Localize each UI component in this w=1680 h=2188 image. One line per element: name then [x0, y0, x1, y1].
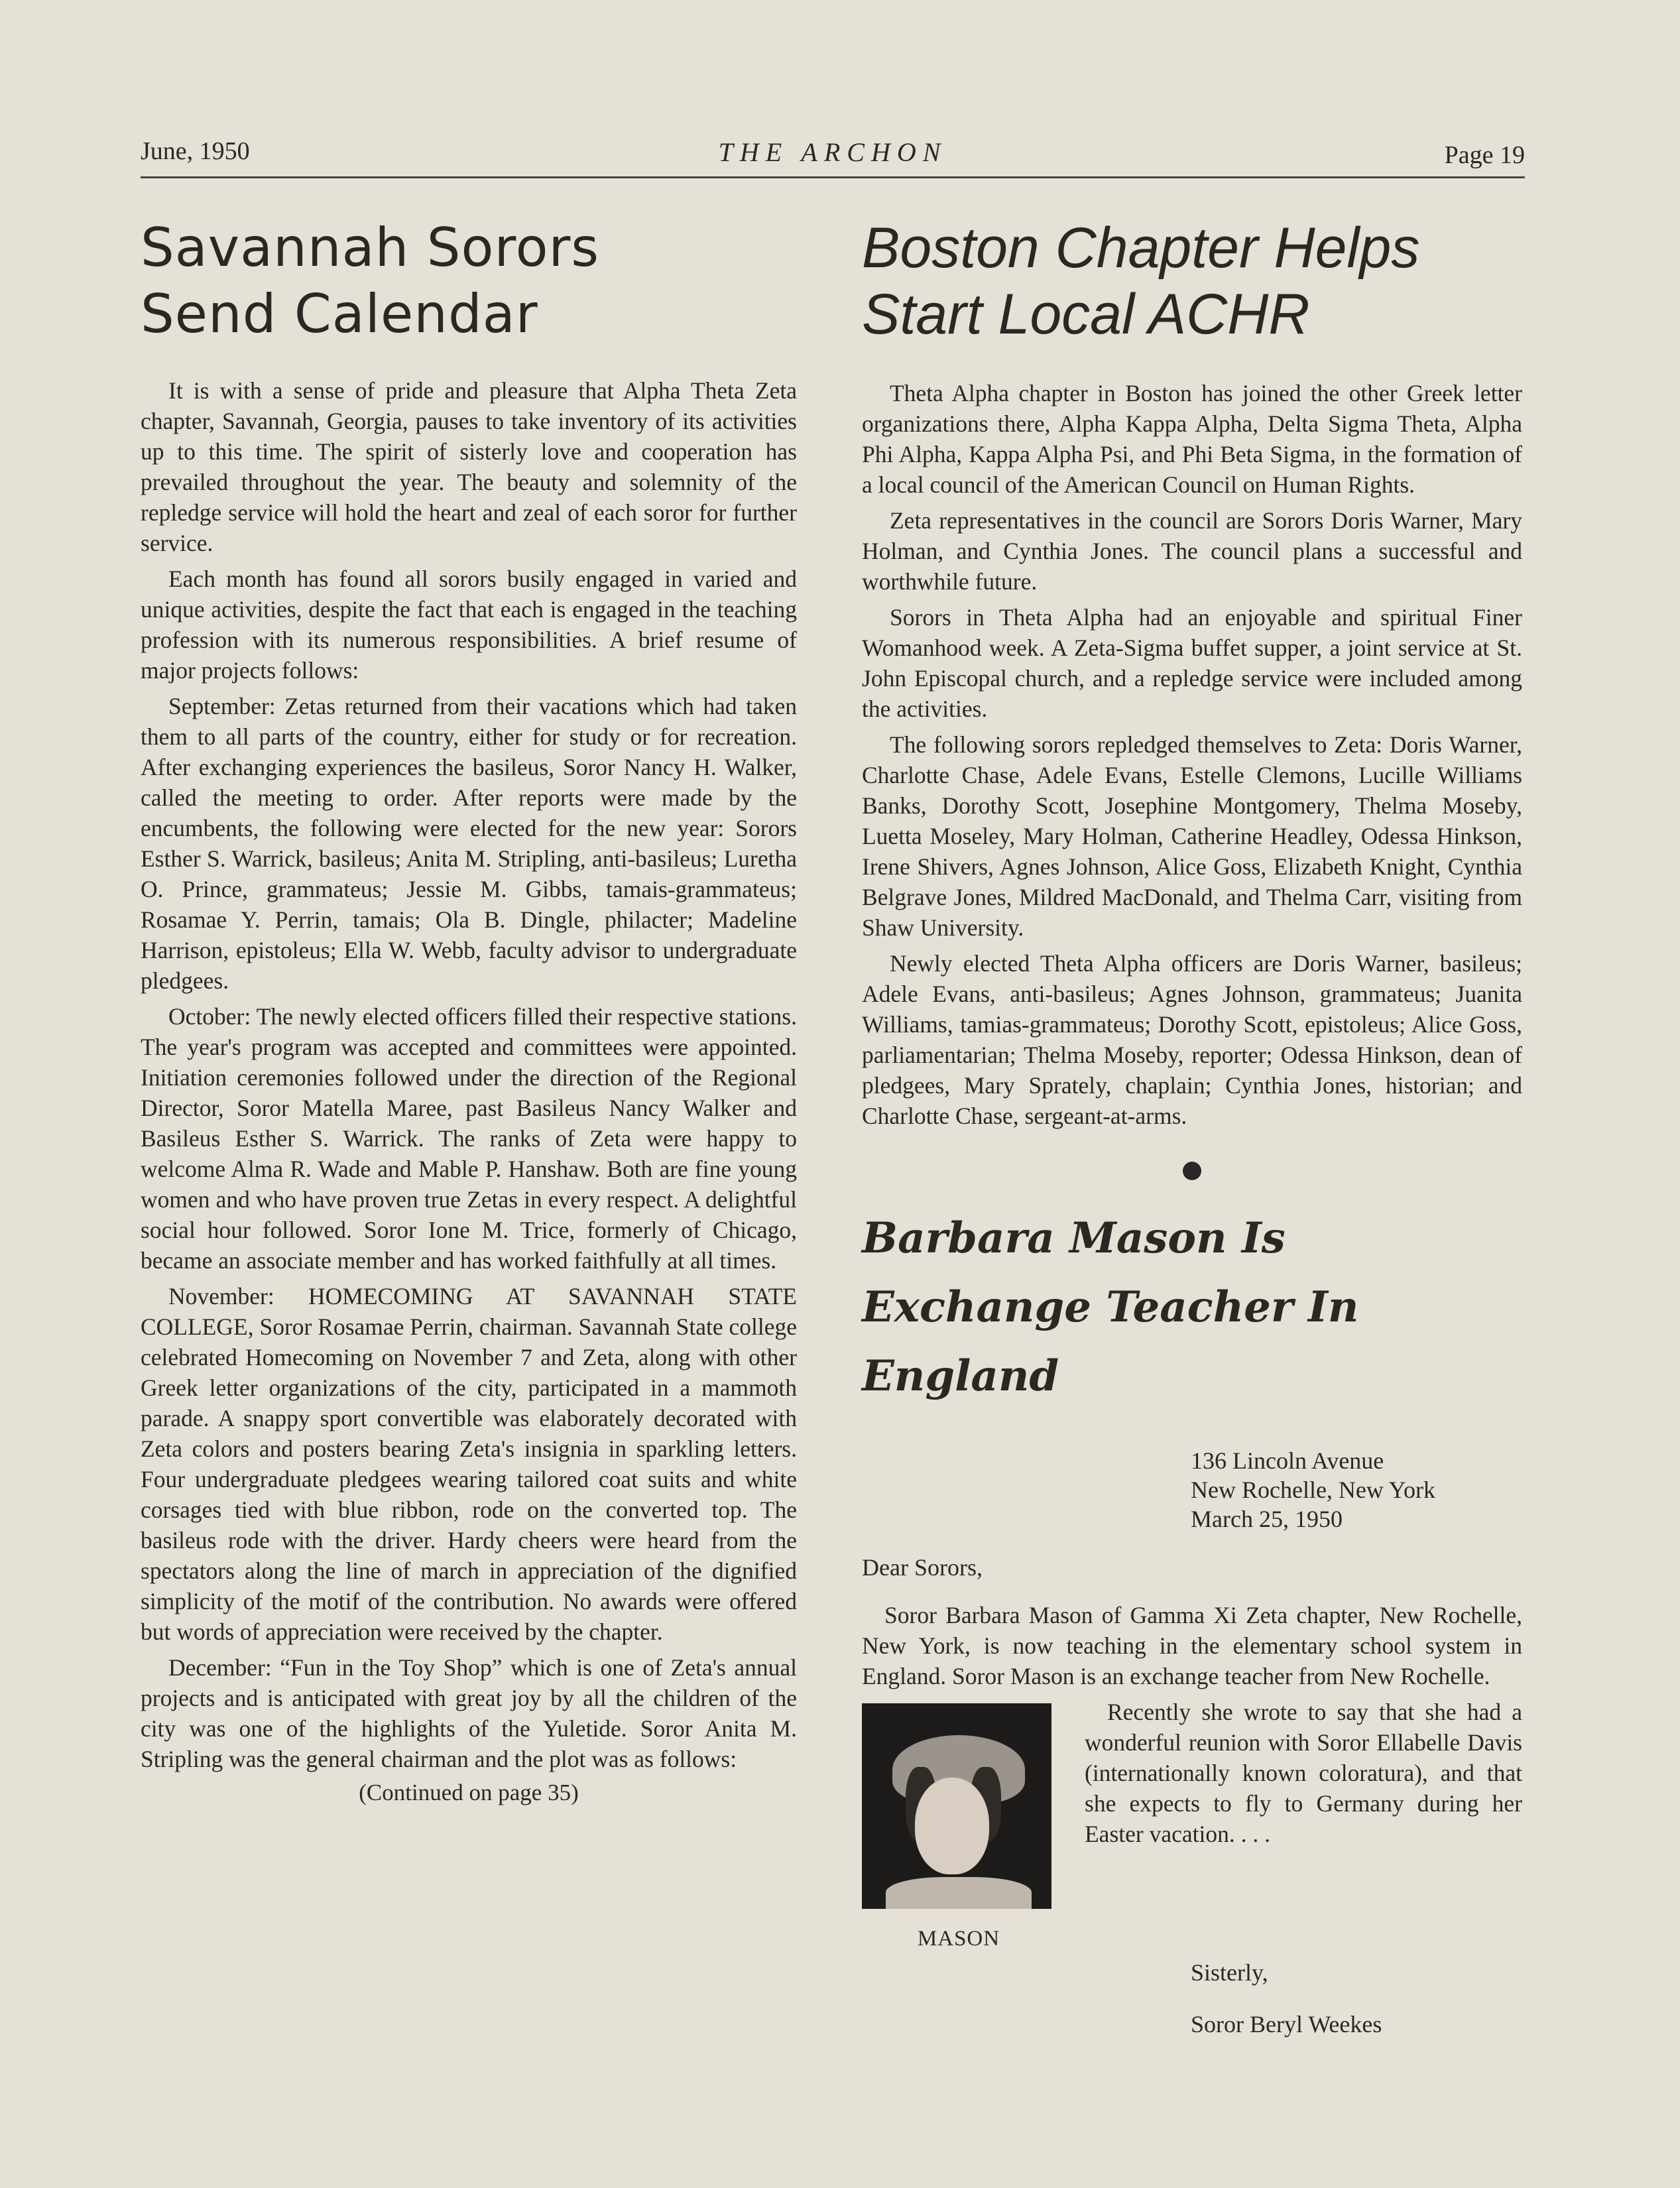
paragraph: Theta Alpha chapter in Boston has joined the other Greek letter organizations there, Alpha Kappa Alpha, Delta Sigma Theta, Alpha Phi Alpha, Kappa Alpha Psi, and Phi Beta Sigma, in the formation of a local council of the American Council on Human Rights. [862, 380, 1522, 498]
paragraph: November: HOMECOMING AT SAVANNAH STATE COLLEGE, Soror Rosamae Perrin, chairman. Savannah State college celebrated Homecoming on November 7 and Zeta, along with other Greek letter organizations of the city, participated in a mammoth parade. A snappy sport convertible was elaborately decorated with Zeta colors and posters bearing Zeta's insignia in sparkling letters. Four undergraduate pledgees wearing tailored coat suits and white corsages tied with blue ribbon, rode on the converted top. The basileus rode with the driver. Hardy cheers were heard from the spectators along the line of march in appreciation of the dignified simplicity of the motif of the contribution. No awards were offered but words of appreciation were received by the chapter. [141, 1283, 797, 1645]
title-line: Boston Chapter Helps [862, 216, 1420, 280]
title-line: Send Calendar [141, 283, 538, 345]
letter-closing [1191, 1958, 1522, 2039]
letter-salutation: Dear Sorors, [862, 1554, 983, 1581]
letter-address [1191, 1446, 1522, 1534]
paragraph: Newly elected Theta Alpha officers are Doris Warner, basileus; Adele Evans, anti-basileus; Agnes Johnson, grammateus; Juanita Williams, tamias-grammateus; Dorothy Scott, epistoleus; Alice Goss, parliamentarian; Thelma Moseby, reporter; Odessa Hinkson, dean of pledgees, Mary Sprately, chaplain; Cynthia Jones, historian; and Charlotte Chase, sergeant-at-arms. [862, 950, 1522, 1129]
right-column [862, 199, 1522, 2061]
boston-article-body [862, 378, 1522, 1131]
title-line: Start Local ACHR [862, 282, 1310, 346]
section-divider-bullet [1183, 1162, 1201, 1180]
page-header [141, 133, 1525, 178]
paragraph: It is with a sense of pride and pleasure that Alpha Theta Zeta chapter, Savannah, Georgia, pauses to take inventory of its activities up to this time. The spirit of sisterly love and cooperation has prevailed throughout the year. The beauty and solemnity of the repledge service will hold the heart and zeal of each soror for further service. [141, 377, 797, 556]
paragraph: Soror Barbara Mason of Gamma Xi Zeta chapter, New Rochelle, New York, is now teaching in the elementary school system in England. Soror Mason is an exchange teacher from New Rochelle. [862, 1602, 1522, 1690]
title-line: Exchange Teacher In England [862, 1282, 1359, 1401]
paragraph: September: Zetas returned from their vacations which had taken them to all parts of the country, either for study or for recreation. After exchanging experiences the basileus, Soror Nancy H. Walker, called the meeting to order. After reports were made by the encumbents, the following were elected for the new year: Sorors Esther S. Warrick, basileus; Anita M. Stripling, anti-basileus; Luretha O. Prince, grammateus; Jessie M. Gibbs, tamais-grammateus; Rosamae Y. Perrin, tamais; Ola B. Dingle, philacter; Madeline Harrison, epistoleus; Ella W. Webb, faculty advisor to undergraduate pledgees. [141, 693, 797, 994]
letter-date: March 25, 1950 [1191, 1506, 1343, 1533]
page-number: Page 19 [1444, 141, 1525, 169]
paragraph: Recently she wrote to say that she had a wonderful reunion with Soror Ellabelle Davis (internationally known coloratura), and that she expects to fly to Germany during her Easter vacation. . . . [1085, 1699, 1522, 1848]
title-line: Barbara Mason Is [862, 1213, 1286, 1263]
address-line: 136 Lincoln Avenue [1191, 1447, 1384, 1475]
paragraph: Sorors in Theta Alpha had an enjoyable and spiritual Finer Womanhood week. A Zeta-Sigma buffet supper, a joint service at St. John Episcopal church, and a repledge service were included among the activities. [862, 604, 1522, 722]
signature: Soror Beryl Weekes [1191, 2011, 1382, 2038]
portrait-photo [862, 1703, 1051, 1909]
title-line: Savannah Sorors [141, 217, 600, 278]
paragraph: Zeta representatives in the council are Sorors Doris Warner, Mary Holman, and Cynthia Jones. The council plans a successful and worthwhile future. [862, 507, 1522, 595]
mason-article-title [862, 1204, 1522, 1411]
photo-caption: MASON [917, 1927, 1000, 1951]
savannah-article-title [141, 215, 797, 347]
paragraph: December: “Fun in the Toy Shop” which is one of Zeta's annual projects and is anticipated with great joy by all the children of the city was one of the highlights of the Yuletide. Soror Anita M. Stripling was the general chairman and the plot was as follows: [141, 1654, 797, 1772]
paragraph: Each month has found all sorors busily engaged in varied and unique activities, despite the fact that each is engaged in the teaching profession with its numerous responsibilities. A brief resume of major projects follows: [141, 566, 797, 684]
letter-body [862, 1600, 1522, 1951]
address-line: New Rochelle, New York [1191, 1477, 1435, 1504]
magazine-title: THE ARCHON [718, 137, 947, 167]
portrait-figure [862, 1703, 1055, 1954]
paragraph: The following sorors repledged themselves to Zeta: Doris Warner, Charlotte Chase, Adele Evans, Estelle Clemons, Lucille Williams Banks, Dorothy Scott, Josephine Montgomery, Thelma Moseby, Luetta Moseley, Mary Holman, Catherine Headley, Odessa Hinkson, Irene Shivers, Agnes Johnson, Alice Goss, Elizabeth Knight, Cynthia Belgrave Jones, Mildred MacDonald, and Thelma Carr, visiting from Shaw University. [862, 731, 1522, 941]
left-column [141, 199, 797, 1806]
photo-collar-shape [886, 1877, 1032, 1909]
continued-note: (Continued on page 35) [359, 1780, 579, 1805]
savannah-article-body [141, 375, 797, 1774]
issue-date: June, 1950 [141, 137, 250, 165]
boston-article-title [862, 215, 1522, 347]
photo-face-shape [915, 1778, 989, 1874]
paragraph: October: The newly elected officers filled their respective stations. The year's program was accepted and committees were appointed. Initiation ceremonies followed under the direction of the Regional Director, Soror Matella Maree, past Basileus Nancy Walker and Basileus Esther S. Warrick. The ranks of Zeta were happy to welcome Alma R. Wade and Mable P. Hanshaw. Both are fine young women and who have proven true Zetas in every respect. A delightful social hour followed. Soror Ione M. Trice, formerly of Chicago, became an associate member and has worked faithfully at all times. [141, 1003, 797, 1274]
closing-phrase: Sisterly, [1191, 1959, 1268, 1986]
